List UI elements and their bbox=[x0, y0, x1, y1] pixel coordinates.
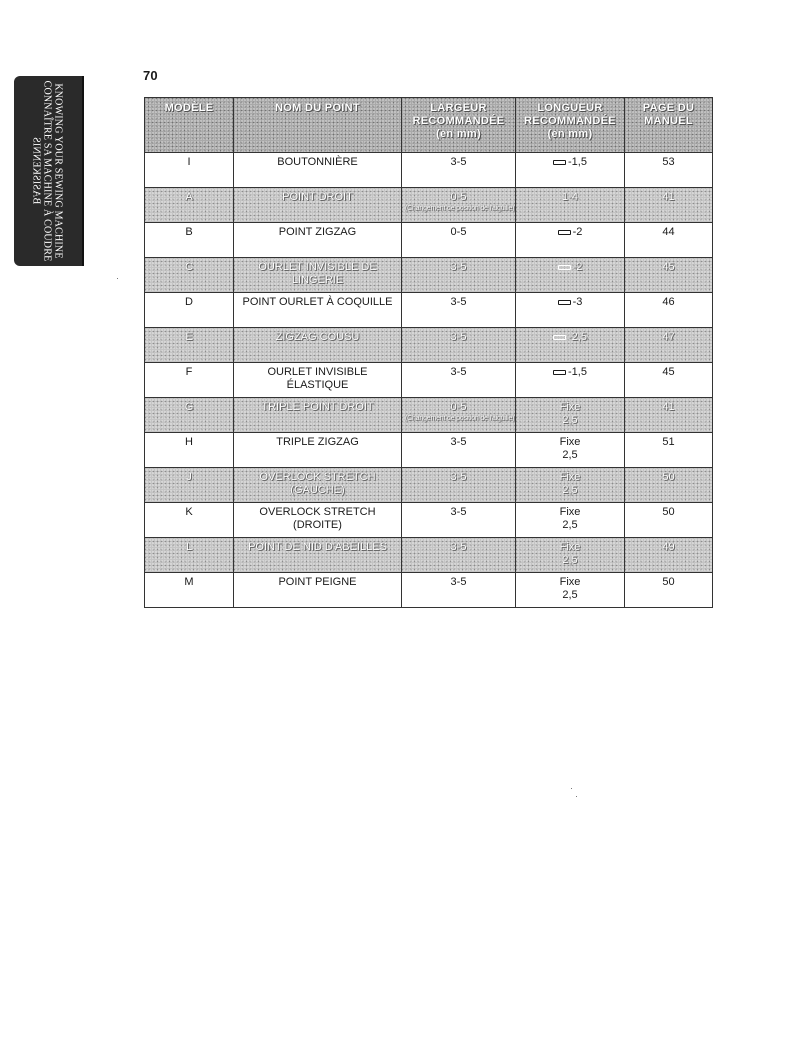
cell-model: B bbox=[145, 223, 234, 258]
width-value: 0-5 bbox=[450, 226, 467, 238]
header-width: LARGEUR RECOMMANDÉE (en mm) bbox=[402, 98, 516, 153]
cell-length bbox=[516, 223, 625, 258]
length-value: Fixe bbox=[559, 401, 581, 413]
length-value: -1,5 bbox=[568, 366, 587, 378]
cell-page: 45 bbox=[625, 258, 713, 293]
cell-page: 53 bbox=[625, 153, 713, 188]
width-value: 0-5 bbox=[450, 191, 467, 203]
width-value: 3-5 bbox=[450, 576, 467, 588]
cell-stitch-name: BOUTONNIÈRE bbox=[234, 153, 402, 188]
cell-stitch-name: POINT PEIGNE bbox=[234, 573, 402, 608]
cell-width bbox=[402, 188, 516, 223]
header-length: LONGUEUR RECOMMANDÉE (en mm) bbox=[516, 98, 625, 153]
cell-model: M bbox=[145, 573, 234, 608]
cell-length bbox=[516, 538, 625, 573]
length-value: -1,5 bbox=[568, 156, 587, 168]
cell-page: 47 bbox=[625, 328, 713, 363]
section-tab-label bbox=[31, 79, 64, 263]
length-value: Fixe bbox=[559, 541, 581, 553]
cell-stitch-name: POINT OURLET À COQUILLE bbox=[234, 293, 402, 328]
stitch-length-icon bbox=[558, 300, 571, 305]
page-number: 70 bbox=[143, 68, 158, 83]
length-value: Fixe bbox=[559, 576, 581, 588]
cell-stitch-name: POINT DROIT bbox=[234, 188, 402, 223]
width-value: 3-5 bbox=[450, 331, 467, 343]
section-tab-line-fr: CONNAÎTRE SA MACHINE À COUDRE bbox=[41, 80, 53, 262]
cell-stitch-name: OVERLOCK STRETCH (GAUCHE) bbox=[234, 468, 402, 503]
cell-stitch-name: OVERLOCK STRETCH (DROITE) bbox=[234, 503, 402, 538]
cell-model: E bbox=[145, 328, 234, 363]
width-value: 3-5 bbox=[450, 296, 467, 308]
cell-stitch-name: OURLET INVISIBLE DE LINGERIE bbox=[234, 258, 402, 293]
width-value: 3-5 bbox=[450, 541, 467, 553]
cell-length bbox=[516, 503, 625, 538]
length-value-line2: 2,5 bbox=[562, 449, 578, 461]
cell-page: 50 bbox=[625, 503, 713, 538]
cell-stitch-name: TRIPLE POINT DROIT bbox=[234, 398, 402, 433]
cell-page: 50 bbox=[625, 573, 713, 608]
cell-width bbox=[402, 153, 516, 188]
cell-length bbox=[516, 258, 625, 293]
cell-model: G bbox=[145, 398, 234, 433]
table-row bbox=[145, 293, 713, 328]
cell-width bbox=[402, 538, 516, 573]
table-row bbox=[145, 328, 713, 363]
cell-model: J bbox=[145, 468, 234, 503]
cell-length bbox=[516, 188, 625, 223]
cell-model: A bbox=[145, 188, 234, 223]
width-value: 0-5 bbox=[450, 401, 467, 413]
length-value-line2: 2,5 bbox=[562, 589, 578, 601]
cell-model: C bbox=[145, 258, 234, 293]
width-note: (Changement de position de l'aiguille) bbox=[405, 415, 515, 422]
cell-length bbox=[516, 573, 625, 608]
width-value: 3-5 bbox=[450, 506, 467, 518]
table-row bbox=[145, 363, 713, 398]
length-value-line2: 2,5 bbox=[562, 484, 578, 496]
cell-page: 46 bbox=[625, 293, 713, 328]
cell-length bbox=[516, 398, 625, 433]
width-value: 3-5 bbox=[450, 156, 467, 168]
length-value: 1-4 bbox=[562, 191, 578, 203]
cell-length bbox=[516, 293, 625, 328]
cell-page: 41 bbox=[625, 398, 713, 433]
cell-page: 41 bbox=[625, 188, 713, 223]
table-row bbox=[145, 503, 713, 538]
length-value: Fixe bbox=[559, 471, 581, 483]
length-value: -3 bbox=[572, 296, 583, 308]
table-body bbox=[145, 153, 713, 608]
width-value: 3-5 bbox=[450, 436, 467, 448]
cell-page: 50 bbox=[625, 468, 713, 503]
stitch-length-icon bbox=[553, 370, 566, 375]
cell-stitch-name: ZIGZAG COUSU bbox=[234, 328, 402, 363]
table-row bbox=[145, 398, 713, 433]
cell-model: H bbox=[145, 433, 234, 468]
cell-width bbox=[402, 433, 516, 468]
table-row bbox=[145, 258, 713, 293]
cell-stitch-name: POINT DE NID D'ABEILLES bbox=[234, 538, 402, 573]
stitch-length-icon bbox=[558, 265, 571, 270]
table-row bbox=[145, 538, 713, 573]
cell-length bbox=[516, 328, 625, 363]
table-row bbox=[145, 468, 713, 503]
table-row bbox=[145, 433, 713, 468]
cell-width bbox=[402, 503, 516, 538]
length-value: Fixe bbox=[559, 436, 581, 448]
section-tab-line-en: KNOWING YOUR SEWING MACHINE bbox=[52, 83, 64, 259]
cell-page: 49 bbox=[625, 538, 713, 573]
cell-page: 45 bbox=[625, 363, 713, 398]
table-row bbox=[145, 573, 713, 608]
header-model: MODÈLE bbox=[145, 98, 234, 153]
cell-width bbox=[402, 468, 516, 503]
table-row bbox=[145, 188, 713, 223]
width-note: (Changement de position de l'aiguille) bbox=[405, 205, 515, 212]
section-tab-line-nl: BASISKENNIS bbox=[30, 137, 42, 205]
cell-width bbox=[402, 398, 516, 433]
cell-model: L bbox=[145, 538, 234, 573]
width-value: 3-5 bbox=[450, 471, 467, 483]
length-value: -2,5 bbox=[568, 331, 587, 343]
cell-page: 44 bbox=[625, 223, 713, 258]
stitch-table bbox=[144, 97, 713, 608]
cell-model: I bbox=[145, 153, 234, 188]
cell-stitch-name: TRIPLE ZIGZAG bbox=[234, 433, 402, 468]
length-value-line2: 2,5 bbox=[562, 414, 578, 426]
length-value: -2 bbox=[572, 261, 583, 273]
cell-length bbox=[516, 468, 625, 503]
cell-width bbox=[402, 363, 516, 398]
width-value: 3-5 bbox=[450, 261, 467, 273]
cell-width bbox=[402, 223, 516, 258]
length-value: Fixe bbox=[559, 506, 581, 518]
cell-stitch-name: POINT ZIGZAG bbox=[234, 223, 402, 258]
stitch-length-icon bbox=[558, 230, 571, 235]
width-value: 3-5 bbox=[450, 366, 467, 378]
cell-page: 51 bbox=[625, 433, 713, 468]
length-value-line2: 2,5 bbox=[562, 519, 578, 531]
stitch-length-icon bbox=[553, 160, 566, 165]
table-row bbox=[145, 153, 713, 188]
cell-model: K bbox=[145, 503, 234, 538]
table-row bbox=[145, 223, 713, 258]
cell-stitch-name: OURLET INVISIBLE ÉLASTIQUE bbox=[234, 363, 402, 398]
cell-width bbox=[402, 258, 516, 293]
header-page: PAGE DU MANUEL bbox=[625, 98, 713, 153]
header-stitch-name: NOM DU POINT bbox=[234, 98, 402, 153]
length-value: -2 bbox=[572, 226, 583, 238]
cell-width bbox=[402, 573, 516, 608]
cell-width bbox=[402, 293, 516, 328]
stitch-length-icon bbox=[553, 335, 566, 340]
cell-model: F bbox=[145, 363, 234, 398]
cell-length bbox=[516, 153, 625, 188]
cell-length bbox=[516, 363, 625, 398]
cell-model: D bbox=[145, 293, 234, 328]
cell-width bbox=[402, 328, 516, 363]
table-header-row bbox=[145, 98, 713, 153]
cell-length bbox=[516, 433, 625, 468]
length-value-line2: 2,5 bbox=[562, 554, 578, 566]
